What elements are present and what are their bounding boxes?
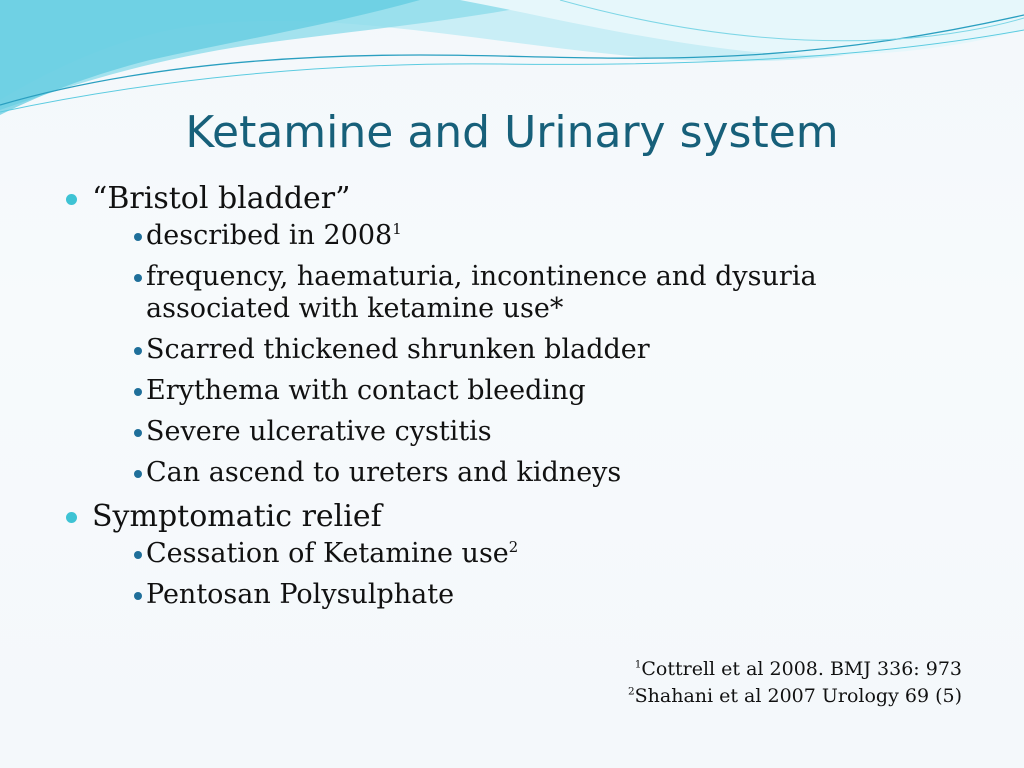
reference-text: Cottrell et al 2008. BMJ 336: 973 [641,658,962,680]
sub-bullet-text: Severe ulcerative cystitis [146,416,492,447]
sub-bullet-dot-icon [134,233,142,241]
bullet-text: Symptomatic relief [92,499,382,534]
citation-superscript: 2 [508,538,519,556]
sub-bullet-dot-icon [134,274,142,282]
sub-bullet-item [104,416,962,448]
bullet-dot-icon [66,194,77,205]
sub-bullet-item [104,538,962,570]
sub-bullet-item [104,457,962,489]
citation-superscript: 1 [392,220,402,238]
sub-bullet-text: Pentosan Polysulphate [146,579,455,610]
reference-line [628,683,962,710]
bullet-bristol-bladder [62,180,962,489]
sub-bullet-dot-icon [134,388,142,396]
reference-line [628,656,962,683]
sub-bullet-dot-icon [134,592,142,600]
sub-bullet-text: Erythema with contact bleeding [146,375,586,406]
sub-bullet-item [104,334,962,366]
bullet-list [62,180,962,611]
sub-bullet-dot-icon [134,470,142,478]
sub-bullet-dot-icon [134,429,142,437]
sub-bullet-text: Cessation of Ketamine use [146,538,509,569]
references [628,656,962,710]
sub-bullet-text: frequency, haematuria, incontinence and dysuria associated with ketamine use* [146,261,817,324]
bullet-text: “Bristol bladder” [92,181,351,216]
sub-bullet-item [104,220,962,252]
sub-bullet-dot-icon [134,551,142,559]
sub-bullet-list [92,538,962,611]
sub-bullet-item [104,261,962,325]
sub-bullet-list [92,220,962,489]
reference-number: 1 [634,658,642,671]
bullet-symptomatic-relief [62,498,962,611]
sub-bullet-item [104,375,962,407]
sub-bullet-text: described in 2008 [146,220,393,251]
slide-title: Ketamine and Urinary system [185,107,839,158]
sub-bullet-item [104,579,962,611]
reference-text: Shahani et al 2007 Urology 69 (5) [634,685,962,707]
sub-bullet-text: Can ascend to ureters and kidneys [146,457,622,488]
bullet-dot-icon [66,512,77,523]
reference-number: 2 [627,685,635,698]
sub-bullet-text: Scarred thickened shrunken bladder [146,334,650,365]
slide-body [62,180,962,620]
sub-bullet-dot-icon [134,347,142,355]
